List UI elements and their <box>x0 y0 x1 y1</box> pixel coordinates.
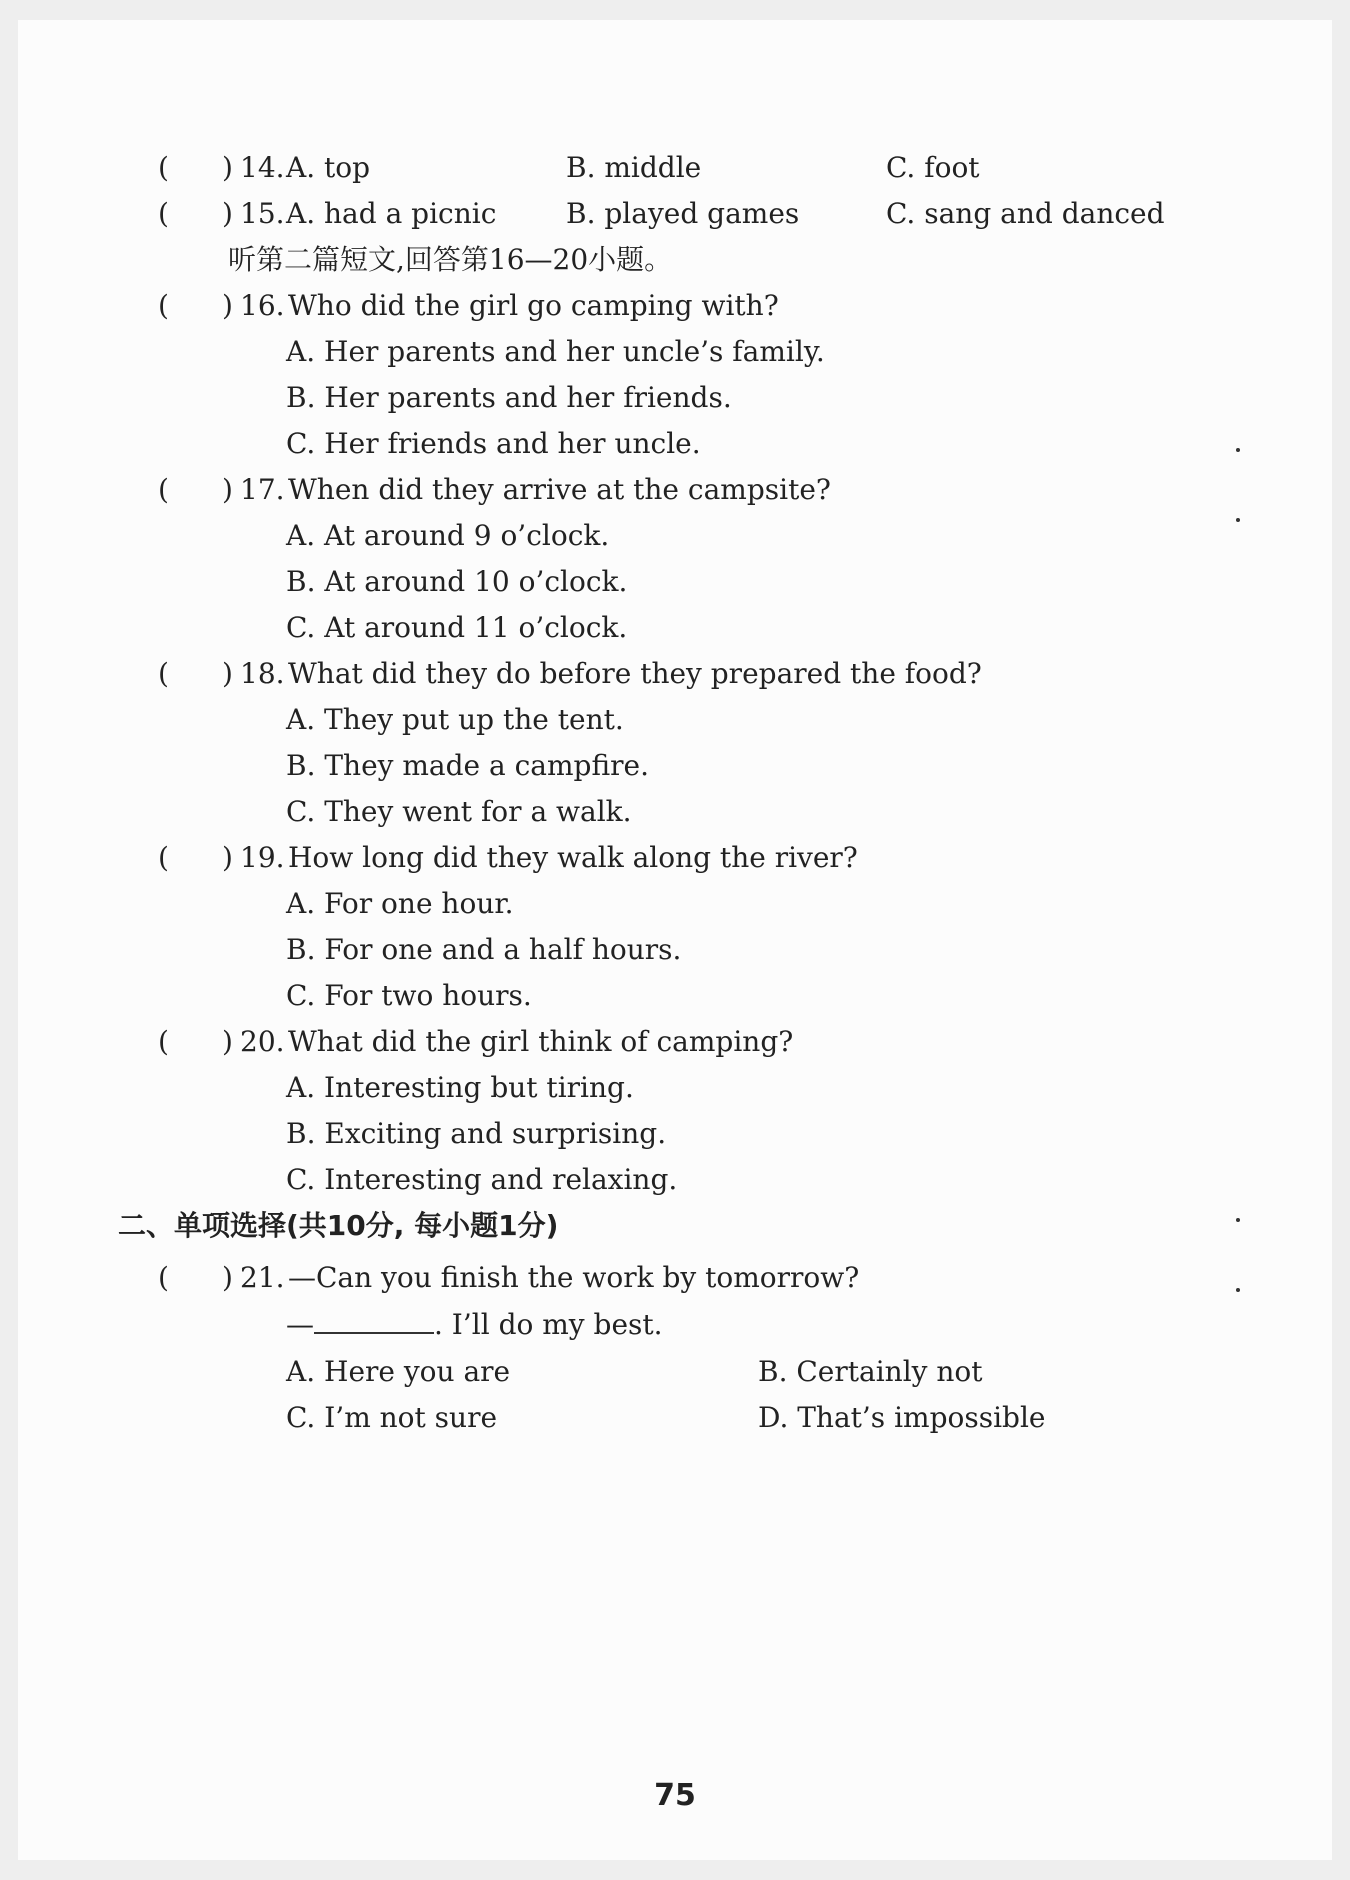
margin-dot <box>1236 448 1240 452</box>
question-number: 18. <box>240 657 285 690</box>
section-title: 二、单项选择(共10分, 每小题1分) <box>118 1209 559 1242</box>
question-text: What did the girl think of camping? <box>288 1025 794 1058</box>
question-number: 16. <box>240 289 285 322</box>
answer-paren-open: ( <box>158 1261 169 1294</box>
answer-paren-open: ( <box>158 197 169 230</box>
question-number: 19. <box>240 841 285 874</box>
option-c: C. At around 11 o’clock. <box>286 611 628 644</box>
margin-dot <box>1236 1288 1240 1292</box>
page-number: 75 <box>654 1778 696 1813</box>
answer-paren-close: ) <box>222 473 233 506</box>
option-b: B. At around 10 o’clock. <box>286 565 628 598</box>
answer-paren-close: ) <box>222 151 233 184</box>
option-a: A. Here you are <box>286 1355 511 1388</box>
option-c: C. sang and danced <box>886 197 1165 230</box>
option-a: A. For one hour. <box>286 887 514 920</box>
option-a: A. top <box>286 151 371 184</box>
option-c: C. I’m not sure <box>286 1401 498 1434</box>
option-a: A. They put up the tent. <box>286 703 624 736</box>
option-c: C. Interesting and relaxing. <box>286 1163 678 1196</box>
question-number: 15. <box>240 197 285 230</box>
option-b: B. For one and a half hours. <box>286 933 682 966</box>
option-c: C. They went for a walk. <box>286 795 632 828</box>
answer-paren-open: ( <box>158 289 169 322</box>
answer-paren-close: ) <box>222 289 233 322</box>
answer-paren-close: ) <box>222 1025 233 1058</box>
option-a: A. had a picnic <box>286 197 497 230</box>
option-c: C. Her friends and her uncle. <box>286 427 701 460</box>
answer-paren-close: ) <box>222 197 233 230</box>
question-number: 17. <box>240 473 285 506</box>
option-a: A. At around 9 o’clock. <box>286 519 610 552</box>
margin-dot <box>1236 518 1240 522</box>
worksheet-page <box>18 20 1332 1860</box>
answer-paren-open: ( <box>158 1025 169 1058</box>
reply-dash: — <box>286 1308 314 1341</box>
answer-paren-close: ) <box>222 841 233 874</box>
option-c: C. For two hours. <box>286 979 532 1012</box>
answer-paren-open: ( <box>158 473 169 506</box>
answer-paren-open: ( <box>158 151 169 184</box>
question-number: 21. <box>240 1261 285 1294</box>
margin-dot <box>1236 1218 1240 1222</box>
option-b: B. middle <box>566 151 702 184</box>
option-b: B. played games <box>566 197 800 230</box>
answer-paren-close: ) <box>222 1261 233 1294</box>
listening-instruction: 听第二篇短文,回答第16—20小题。 <box>228 243 673 276</box>
option-d: D. That’s impossible <box>758 1401 1046 1434</box>
option-a: A. Interesting but tiring. <box>286 1071 634 1104</box>
option-b: B. Exciting and surprising. <box>286 1117 667 1150</box>
question-number: 20. <box>240 1025 285 1058</box>
option-c: C. foot <box>886 151 980 184</box>
question-text: When did they arrive at the campsite? <box>288 473 831 506</box>
option-b: B. Certainly not <box>758 1355 983 1388</box>
answer-blank <box>314 1306 434 1334</box>
option-a: A. Her parents and her uncle’s family. <box>286 335 825 368</box>
reply-text: . I’ll do my best. <box>434 1308 663 1341</box>
question-number: 14. <box>240 151 285 184</box>
question-text: —Can you finish the work by tomorrow? <box>288 1261 860 1294</box>
question-text: What did they do before they prepared the food? <box>288 657 982 690</box>
answer-paren-open: ( <box>158 841 169 874</box>
option-b: B. They made a campfire. <box>286 749 649 782</box>
question-text: Who did the girl go camping with? <box>288 289 779 322</box>
answer-paren-close: ) <box>222 657 233 690</box>
option-b: B. Her parents and her friends. <box>286 381 732 414</box>
question-text: How long did they walk along the river? <box>288 841 858 874</box>
answer-paren-open: ( <box>158 657 169 690</box>
